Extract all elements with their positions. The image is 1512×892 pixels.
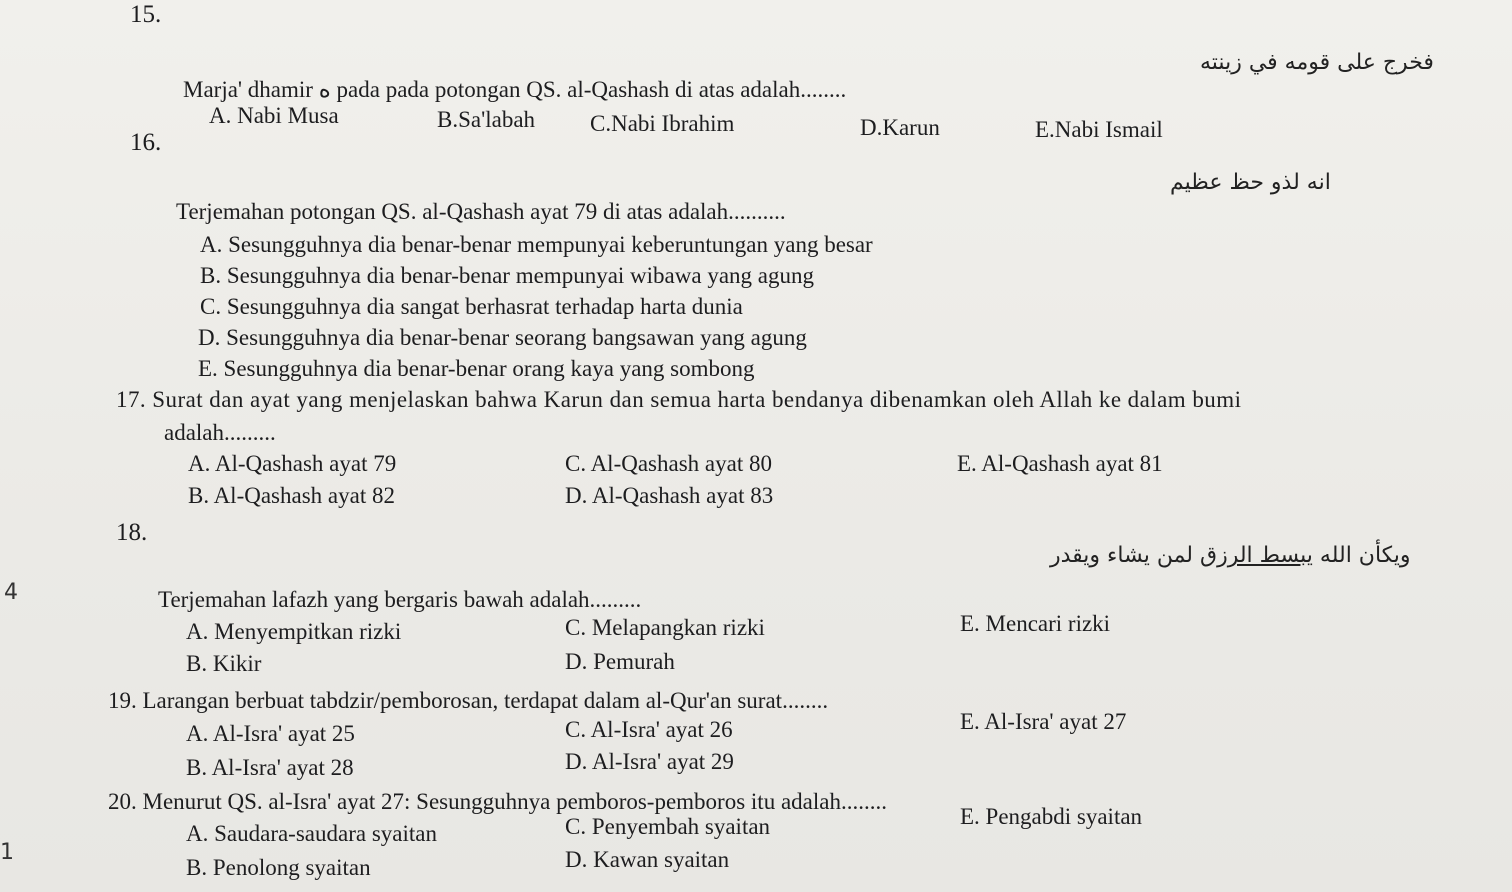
q19-option-c: C. Al-Isra' ayat 26	[565, 717, 733, 742]
q15-option-c: C.Nabi Ibrahim	[590, 111, 735, 136]
q17-question-line2: adalah.........	[164, 420, 276, 445]
q15-option-d: D.Karun	[860, 115, 940, 140]
q19-option-d: D. Al-Isra' ayat 29	[565, 749, 734, 774]
q19-option-b: B. Al-Isra' ayat 28	[186, 755, 354, 780]
q18-option-e: E. Mencari rizki	[960, 611, 1111, 636]
q18-arabic-pre: ويكأن الله	[1312, 543, 1411, 568]
q16-option-e: E. Sesungguhnya dia benar-benar orang kaya yang sombong	[198, 356, 755, 381]
q18-option-a: A. Menyempitkan rizki	[186, 619, 402, 644]
margin-mark-1: 1	[0, 840, 14, 865]
q16-option-c: C. Sesungguhnya dia sangat berhasrat terhadap harta dunia	[200, 294, 743, 319]
q20-option-c: C. Penyembah syaitan	[565, 814, 771, 839]
margin-mark-4: 4	[4, 580, 18, 605]
q20-option-d: D. Kawan syaitan	[565, 847, 730, 872]
q18-option-c: C. Melapangkan rizki	[565, 615, 765, 640]
q19-option-e: E. Al-Isra' ayat 27	[960, 709, 1127, 734]
q16-option-b: B. Sesungguhnya dia benar-benar mempunyai wibawa yang agung	[200, 263, 814, 288]
q17-option-c: C. Al-Qashash ayat 80	[565, 451, 772, 476]
q20-question: 20. Menurut QS. al-Isra' ayat 27: Sesungguhnya pemboros-pemboros itu adalah........	[108, 789, 887, 814]
q18-arabic-post: لمن يشاء ويقدر	[1050, 543, 1200, 568]
q18-question: Terjemahan lafazh yang bergaris bawah adalah.........	[158, 587, 642, 612]
q15-option-e: E.Nabi Ismail	[1035, 117, 1163, 142]
q15-option-a: A. Nabi Musa	[209, 103, 339, 128]
q17-option-a: A. Al-Qashash ayat 79	[188, 451, 397, 476]
q16-number: 16.	[130, 129, 162, 156]
q17-option-b: B. Al-Qashash ayat 82	[188, 483, 395, 508]
q16-option-d: D. Sesungguhnya dia benar-benar seorang bangsawan yang agung	[198, 325, 807, 350]
q18-option-d: D. Pemurah	[565, 649, 675, 674]
q17-question-line1: 17. Surat dan ayat yang menjelaskan bahwa Karun dan semua harta bendanya dibenamkan oleh Allah ke dalam bumi	[116, 387, 1242, 412]
q18-arabic-underlined: يبسط الرزق	[1200, 543, 1313, 568]
q20-option-a: A. Saudara-saudara syaitan	[186, 821, 437, 846]
q16-arabic-verse: انه لذو حظ عظيم	[1170, 170, 1331, 195]
q20-option-b: B. Penolong syaitan	[186, 855, 371, 880]
q16-option-a: A. Sesungguhnya dia benar-benar mempunyai keberuntungan yang besar	[200, 232, 873, 257]
q15-arabic-verse: فخرج على قومه في زينته	[1200, 50, 1434, 75]
q19-option-a: A. Al-Isra' ayat 25	[186, 721, 355, 746]
q15-question: Marja' dhamir ه pada pada potongan QS. al-Qashash di atas adalah........	[183, 77, 847, 102]
q18-number: 18.	[116, 519, 148, 546]
q15-number: 15.	[130, 1, 162, 28]
q15-option-b: B.Sa'labah	[437, 107, 536, 132]
q19-question: 19. Larangan berbuat tabdzir/pemborosan, terdapat dalam al-Qur'an surat........	[108, 688, 829, 713]
q18-arabic-verse	[1050, 545, 1411, 567]
q18-option-b: B. Kikir	[186, 651, 262, 676]
q17-option-e: E. Al-Qashash ayat 81	[957, 451, 1163, 476]
q17-option-d: D. Al-Qashash ayat 83	[565, 483, 774, 508]
q20-option-e: E. Pengabdi syaitan	[960, 804, 1143, 829]
q16-question: Terjemahan potongan QS. al-Qashash ayat 79 di atas adalah..........	[176, 199, 786, 224]
